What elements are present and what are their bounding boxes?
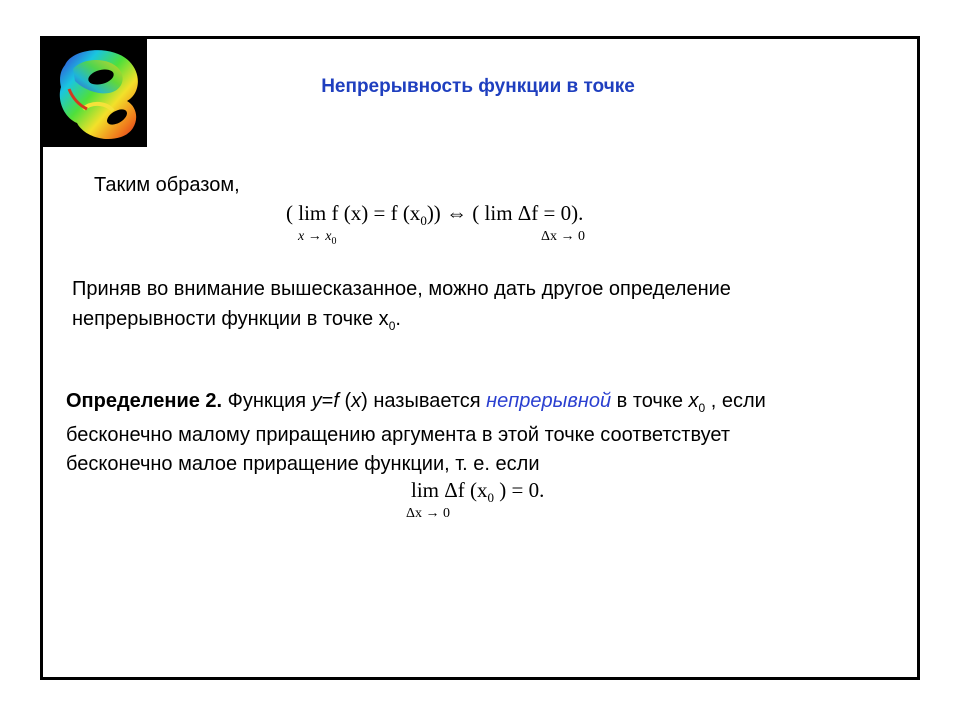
slide-title: Непрерывность функции в точке xyxy=(321,76,635,97)
definition-line-1: Определение 2. Функция y=f (x) называется непрерывной в точке $x_0$ , если xyxy=(66,390,766,415)
definition-line-2: бесконечно малому приращению аргумента в этой точке соответствует xyxy=(66,424,731,446)
definition-label: Определение 2. xyxy=(66,390,223,412)
slide-frame xyxy=(40,36,920,680)
formula-2-limit: Δx → 0 xyxy=(406,506,451,521)
formula-1: ( lim f (x) = f $(x_0)$) ⇔ ( lim Δf = 0). xyxy=(286,201,584,229)
definition-term: непрерывной xyxy=(486,390,612,412)
paragraph-line-1: Приняв во внимание вышесказанное, можно дать другое определение xyxy=(72,278,731,300)
formula-2: lim Δf ($x_0$ ) = 0. xyxy=(411,478,545,506)
intro-text: Таким образом, xyxy=(94,174,240,196)
formula-1-limit-left: $x \to x_0$ xyxy=(298,229,337,247)
formula-1-limit-right: Δx → 0 xyxy=(541,229,586,244)
paragraph-line-2: непрерывности функции в точке $x_0$. xyxy=(72,308,401,333)
definition-line-3: бесконечно малое приращение функции, т. е. если xyxy=(66,453,540,475)
